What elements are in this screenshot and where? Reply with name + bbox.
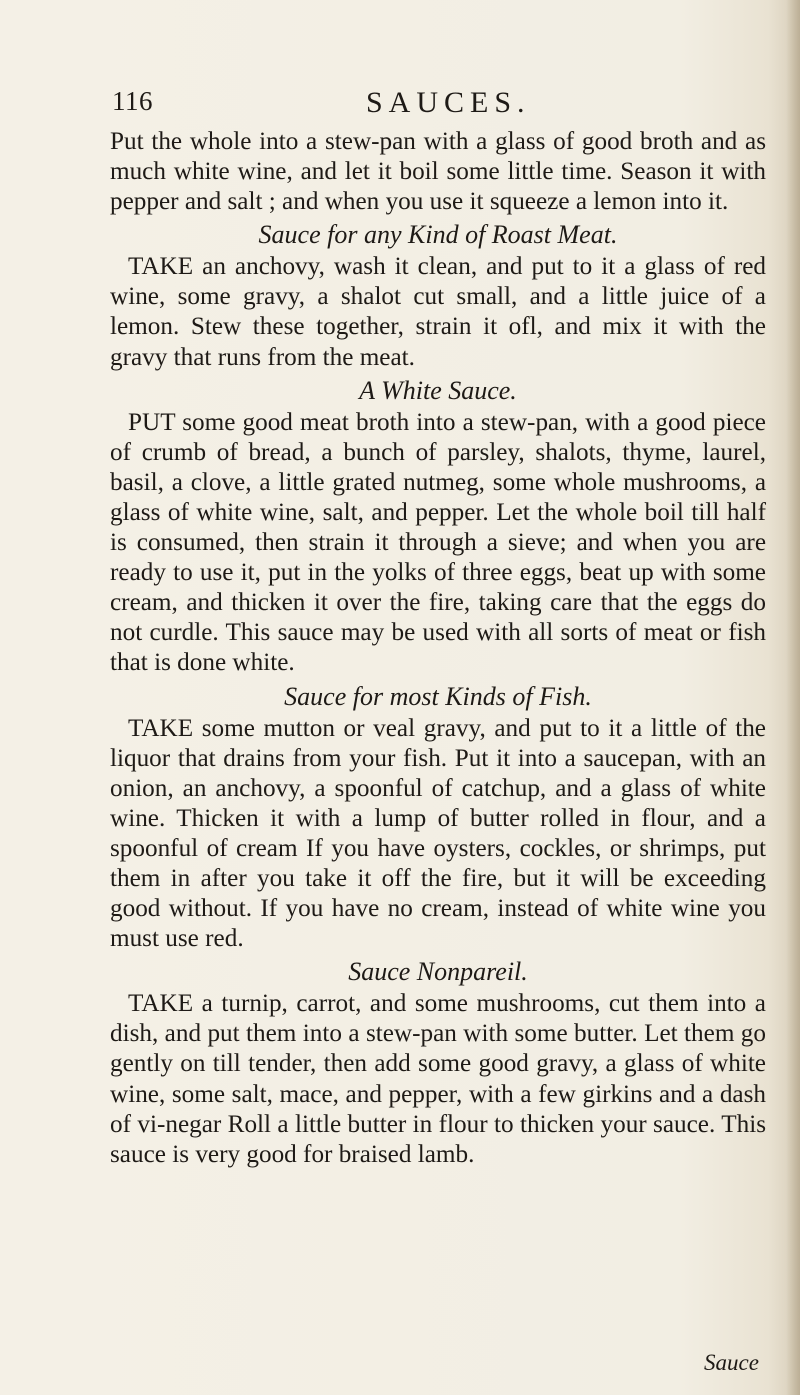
page-body bbox=[110, 127, 766, 1170]
section-title-roast-meat: Sauce for any Kind of Roast Meat. bbox=[258, 220, 618, 250]
section-body-roast-meat: TAKE an anchovy, wash it clean, and put to it a glass of red wine, some gravy, a shalot cut small, and a little juice of a lemon. Stew these together, strain it ofl, and mix it with the gravy that runs from the meat. bbox=[110, 253, 766, 371]
section-title-white-sauce: A White Sauce. bbox=[359, 375, 517, 405]
page-edge-shadow bbox=[786, 0, 800, 1395]
page-header bbox=[112, 86, 772, 126]
section-body-fish-sauce: TAKE some mutton or veal gravy, and put to it a little of the liquor that drains from your fish. Put it into a saucepan, with an onion, an anchovy, a spoonful of catchup, and a glass of white wine. Thicken it with a lump of butter rolled in flour, and a spoonful of cream If you have oysters, cockles, or shrimps, put them in after you take it off the fire, but it will be exceeding good without. If you have no cream, instead of white wine you must use red. bbox=[110, 714, 766, 953]
section-title-fish-sauce: Sauce for most Kinds of Fish. bbox=[284, 681, 592, 711]
intro-paragraph: Put the whole into a stew-pan with a glass of good broth and as much white wine, and let it boil some little time. Season it with pepper and salt ; and when you use it squeeze a lemon into it. bbox=[110, 128, 766, 216]
page-number: 116 bbox=[112, 86, 153, 116]
section-title-nonpareil: Sauce Nonpareil. bbox=[348, 957, 528, 987]
section-body-nonpareil: TAKE a turnip, carrot, and some mushrooms, cut them into a dish, and put them into a stew-pan with some butter. Let them go gently on till tender, then add some good gravy, a glass of white wine, some salt, mace, and pepper, with a few girkins and a dash of vi-negar Roll a little butter in flour to thicken your sauce. This sauce is very good for braised lamb. bbox=[110, 990, 766, 1168]
section-body-white-sauce: PUT some good meat broth into a stew-pan, with a good piece of crumb of bread, a bunch of parsley, shalots, thyme, laurel, basil, a clove, a little grated nutmeg, some whole mushrooms, a glass of white wine, salt, and pepper. Let the whole boil till half is consumed, then strain it through a sieve; and when you are ready to use it, put in the yolks of three eggs, beat up with some cream, and thicken it over the fire, taking care that the eggs do not curdle. This sauce may be used with all sorts of meat or fish that is done white. bbox=[110, 408, 766, 677]
catchword: Sauce bbox=[704, 1350, 759, 1375]
running-head: SAUCES. bbox=[366, 86, 531, 119]
